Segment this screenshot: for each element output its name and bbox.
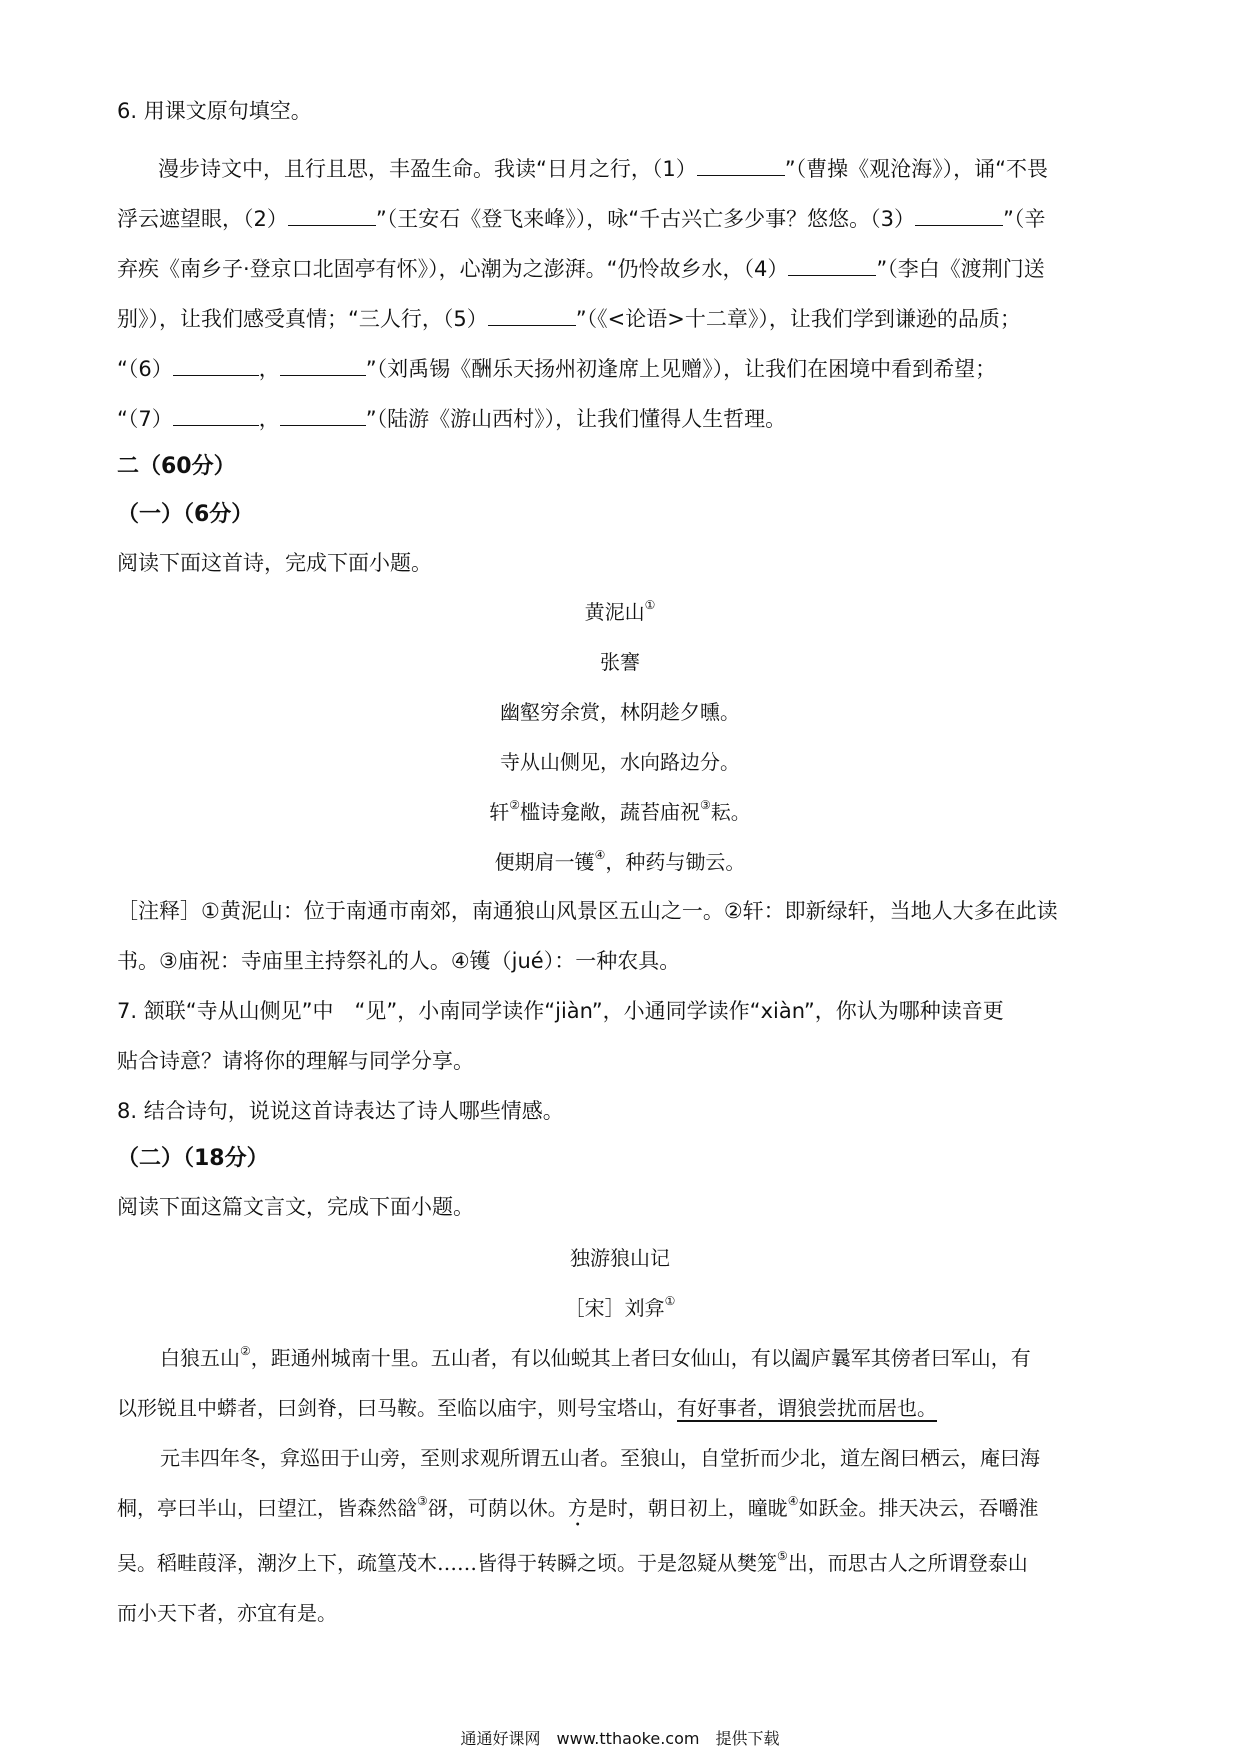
q7-line-1: 7. 颔联“寺从山侧见”中 “见”，小南同学读作“jiàn”，小通同学读作“xiàn”，你认为哪种读音更 bbox=[117, 999, 1004, 1023]
section-heading: 二（60分） bbox=[117, 454, 236, 479]
q6-text: “（7） bbox=[117, 407, 173, 431]
q6-text: “（6） bbox=[117, 357, 173, 381]
blank-2[interactable] bbox=[288, 205, 376, 226]
q6-text: ”（辛 bbox=[1003, 207, 1046, 231]
q6-text: ， bbox=[258, 357, 280, 381]
footnote-marker: ⑤ bbox=[777, 1549, 788, 1564]
q6-text: ”（《<论语>十二章》），让我们学到谦逊的品质； bbox=[575, 307, 1021, 331]
poem-line-1: 幽壑穷余赏，林阴趁夕曛。 bbox=[500, 700, 740, 724]
footnote-marker: ③ bbox=[417, 1494, 428, 1509]
part-1-heading: （一）（6分） bbox=[117, 502, 254, 527]
poem-title-text: 黄泥山 bbox=[584, 600, 645, 624]
essay-author bbox=[0, 1293, 1240, 1323]
poem-notes-line-1: ［注释］①黄泥山：位于南通市南郊，南通狼山风景区五山之一。②轩：即新绿轩，当地人大多在此读 bbox=[117, 899, 1058, 923]
footnote-marker: ② bbox=[240, 1344, 251, 1359]
part-2-heading: （二）（18分） bbox=[117, 1146, 269, 1171]
essay-text: 是时，朝日初上，曈昽 bbox=[587, 1496, 788, 1520]
q6-title: 6. 用课文原句填空。 bbox=[117, 99, 312, 123]
essay-text: 白狼五山 bbox=[160, 1346, 240, 1370]
blank-6b[interactable] bbox=[280, 355, 366, 376]
q6-text: ”（刘禹锡《酬乐天扬州初逢席上见赠》），让我们在困境中看到希望； bbox=[365, 357, 997, 381]
blank-4[interactable] bbox=[788, 255, 876, 276]
essay-author-text: ［宋］刘弇 bbox=[564, 1296, 665, 1320]
essay-p1-line-1 bbox=[160, 1343, 1031, 1373]
q7-line-2: 贴合诗意？请将你的理解与同学分享。 bbox=[117, 1049, 474, 1073]
poem-text: 便期肩一镬 bbox=[494, 850, 595, 874]
poem-title bbox=[0, 597, 1240, 627]
blank-3[interactable] bbox=[915, 205, 1003, 226]
q6-text: ， bbox=[258, 407, 280, 431]
q6-text: 弃疾《南乡子·登京口北固亭有怀》），心潮为之澎湃。“仍怜故乡水，（4） bbox=[117, 257, 789, 281]
blank-7b[interactable] bbox=[280, 405, 366, 426]
footer-watermark: 通通好课网 www.tthaoke.com 提供下载 bbox=[460, 1729, 780, 1748]
footnote-marker: ② bbox=[509, 798, 520, 813]
q8: 8. 结合诗句，说说这首诗表达了诗人哪些情感。 bbox=[117, 1099, 564, 1123]
blank-6a[interactable] bbox=[173, 355, 259, 376]
q6-line-3 bbox=[117, 254, 1045, 284]
essay-p2-line-4: 而小天下者，亦宜有是。 bbox=[117, 1601, 337, 1625]
essay-text: 出，而思古人之所谓登泰山 bbox=[787, 1551, 1028, 1575]
footnote-marker: ④ bbox=[787, 1494, 799, 1509]
part-2-instruction: 阅读下面这篇文言文，完成下面小题。 bbox=[117, 1195, 474, 1219]
footnote-marker: ③ bbox=[700, 798, 711, 813]
poem-line-3 bbox=[0, 797, 1240, 827]
underlined-sentence: 有好事者，谓狼尝扰而居也。 bbox=[677, 1396, 937, 1420]
essay-text: 谺，可荫以休。 bbox=[427, 1496, 568, 1520]
essay-text: 如跃金。排天决云，吞嚼淮 bbox=[798, 1496, 1039, 1520]
q6-text: ”（陆游《游山西村》），让我们懂得人生哲理。 bbox=[365, 407, 787, 431]
footnote-marker: ④ bbox=[594, 848, 606, 863]
blank-5[interactable] bbox=[488, 305, 576, 326]
q6-line-4 bbox=[117, 304, 1021, 334]
poem-text: 耘。 bbox=[710, 800, 751, 824]
q6-line-6 bbox=[117, 404, 786, 434]
q6-text: 漫步诗文中，且行且思，丰盈生命。我读“日月之行，（1） bbox=[158, 157, 697, 181]
essay-text: ，距通州城南十里。五山者，有以仙蜕其上者曰女仙山，有以阖庐曩军其傍者曰军山，有 bbox=[250, 1346, 1031, 1370]
essay-p2-line-3 bbox=[117, 1548, 1028, 1578]
footnote-marker: ① bbox=[644, 598, 656, 613]
poem-text: ，种药与锄云。 bbox=[605, 850, 746, 874]
blank-7a[interactable] bbox=[173, 405, 259, 426]
q6-line-5 bbox=[117, 354, 996, 384]
q6-line-2 bbox=[117, 204, 1045, 234]
poem-author: 张謇 bbox=[600, 650, 640, 674]
part-1-instruction: 阅读下面这首诗，完成下面小题。 bbox=[117, 551, 432, 575]
q6-text: 浮云遮望眼，（2） bbox=[117, 207, 288, 231]
poem-text: 轩 bbox=[489, 800, 510, 824]
poem-text: 槛诗龛敞，蔬苔庙祝 bbox=[520, 800, 700, 824]
poem-notes-line-2: 书。③庙祝：寺庙里主持祭礼的人。④镬（jué）：一种农具。 bbox=[117, 949, 681, 973]
essay-title: 独游狼山记 bbox=[570, 1246, 670, 1270]
essay-text: 以形锐且中蟒者，曰剑脊，曰马鞍。至临以庙宇，则号宝塔山， bbox=[117, 1396, 677, 1420]
q6-text: 别》），让我们感受真情；“三人行，（5） bbox=[117, 307, 488, 331]
blank-1[interactable] bbox=[697, 155, 785, 176]
q6-text: ”（曹操《观沧海》），诵“不畏 bbox=[784, 157, 1049, 181]
essay-text: 桐，亭曰半山，曰望江，皆森然谽 bbox=[117, 1496, 417, 1520]
q6-text: ”（王安石《登飞来峰》），咏“千古兴亡多少事？悠悠。（3） bbox=[375, 207, 915, 231]
q6-text: ”（李白《渡荆门送 bbox=[876, 257, 1045, 281]
essay-p2-line-2 bbox=[117, 1493, 1039, 1531]
poem-line-4 bbox=[0, 847, 1240, 877]
emphasized-char: 方 bbox=[567, 1496, 588, 1520]
q6-line-1 bbox=[158, 154, 1048, 184]
essay-text: 吴。稻畦葭泽，潮汐上下，疏篁茂木……皆得于转瞬之顷。于是忽疑从樊笼 bbox=[117, 1551, 777, 1575]
footnote-marker: ① bbox=[664, 1294, 676, 1309]
poem-line-2: 寺从山侧见，水向路边分。 bbox=[500, 750, 740, 774]
essay-p1-line-2 bbox=[117, 1393, 937, 1423]
essay-p2-line-1: 元丰四年冬，弇巡田于山旁，至则求观所谓五山者。至狼山，自堂折而少北，道左阁曰栖云，庵曰海 bbox=[160, 1446, 1040, 1470]
